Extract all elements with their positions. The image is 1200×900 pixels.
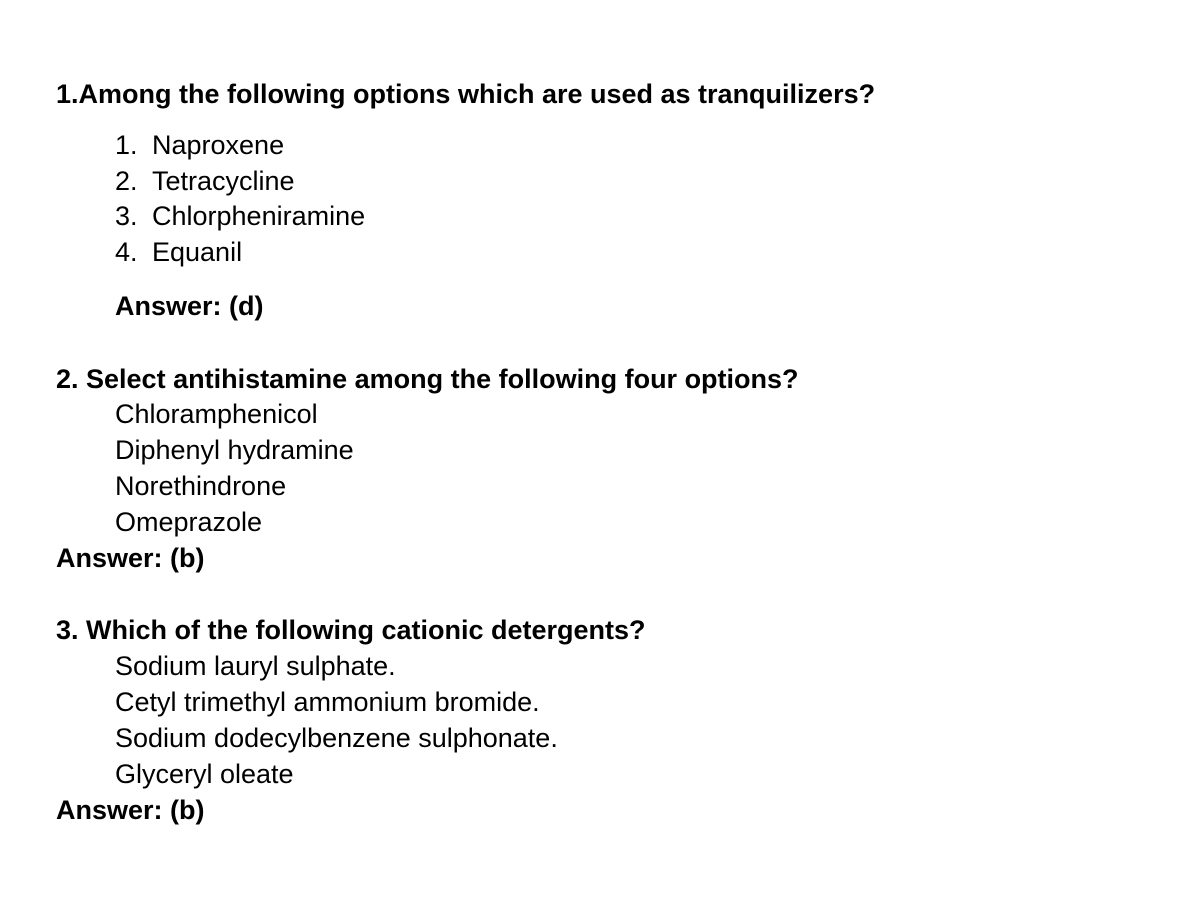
- question-3-option-1: Sodium lauryl sulphate.: [115, 651, 396, 681]
- question-1-option-2: [115, 165, 295, 197]
- question-3-option-3: Sodium dodecylbenzene sulphonate.: [115, 723, 558, 753]
- question-1-answer: Answer: (d): [115, 291, 264, 321]
- question-2-option-2: Diphenyl hydramine: [115, 435, 354, 465]
- option-text: Chlorpheniramine: [152, 201, 366, 231]
- option-number: 2.: [115, 166, 138, 196]
- question-3-answer: Answer: (b): [56, 795, 205, 825]
- question-2-option-4: Omeprazole: [115, 507, 263, 537]
- option-number: 4.: [115, 237, 138, 267]
- option-number: 1.: [115, 130, 138, 160]
- question-3-prompt: 3. Which of the following cationic detergents?: [56, 615, 646, 645]
- question-1-option-1: [115, 129, 284, 161]
- question-3-option-4: Glyceryl oleate: [115, 759, 294, 789]
- option-text: Naproxene: [152, 130, 285, 160]
- question-3-option-2: Cetyl trimethyl ammonium bromide.: [115, 687, 540, 717]
- option-text: Equanil: [152, 237, 243, 267]
- option-text: Tetracycline: [152, 166, 295, 196]
- question-2-option-1: Chloramphenicol: [115, 399, 318, 429]
- question-1-option-3: [115, 200, 365, 232]
- question-1-option-4: [115, 236, 242, 268]
- question-2-prompt: 2. Select antihistamine among the following four options?: [56, 364, 799, 394]
- question-1-prompt: 1.Among the following options which are used as tranquilizers?: [56, 79, 876, 109]
- question-2-answer: Answer: (b): [56, 543, 205, 573]
- option-number: 3.: [115, 201, 138, 231]
- question-2-option-3: Norethindrone: [115, 471, 287, 501]
